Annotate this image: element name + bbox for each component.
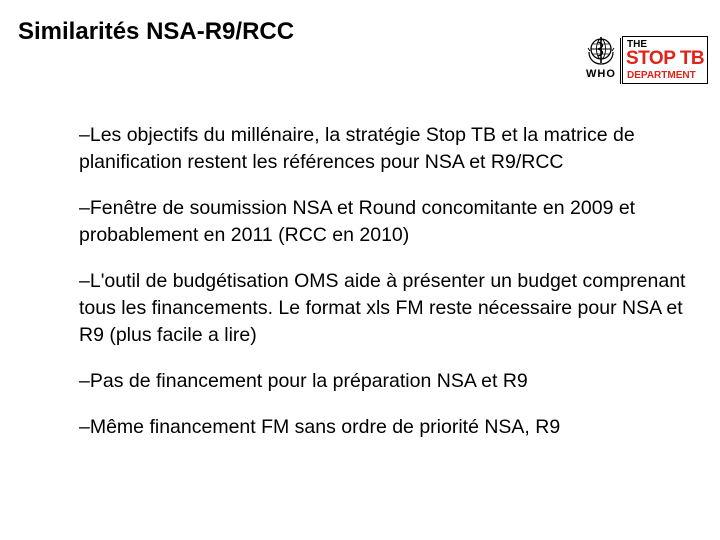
who-logo bbox=[582, 36, 620, 86]
bullet-list bbox=[79, 122, 699, 460]
stop-tb-the: THE bbox=[627, 39, 647, 50]
bullet-item: –Pas de financement pour la préparation NSA et R9 bbox=[79, 370, 528, 392]
stop-tb-main: STOP TB bbox=[626, 48, 705, 69]
bullet-item: –Les objectifs du millénaire, la stratégie Stop TB et la matrice de planification restent les références pour NSA et R9/RCC bbox=[79, 124, 635, 173]
stop-tb-who-logo bbox=[582, 36, 710, 86]
bullet-item: –L'outil de budgétisation OMS aide à présenter un budget comprenant tous les financements. Le format xls FM reste nécessaire pour NSA et R9 (plus facile a lire) bbox=[79, 270, 686, 346]
logo-divider bbox=[620, 38, 621, 84]
bullet-item: –Même financement FM sans ordre de priorité NSA, R9 bbox=[79, 416, 561, 438]
who-emblem-icon bbox=[585, 36, 617, 66]
stop-tb-department-logo bbox=[622, 36, 708, 84]
stop-tb-department: DEPARTMENT bbox=[627, 70, 696, 81]
bullet-item: –Fenêtre de soumission NSA et Round concomitante en 2009 et probablement en 2011 (RCC en 2010) bbox=[79, 197, 636, 246]
who-text: WHO bbox=[586, 68, 616, 80]
slide-title: Similarités NSA-R9/RCC bbox=[18, 18, 295, 45]
